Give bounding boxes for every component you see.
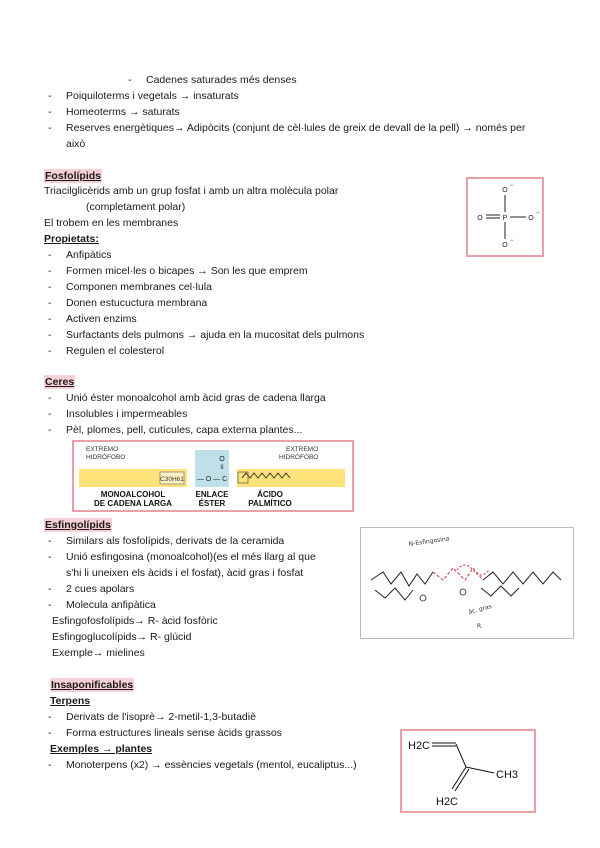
dash-bullet: -	[48, 424, 52, 436]
esfingolipids-item: 2 cues apolars	[66, 583, 135, 595]
hydrophobic-end-left: HIDRÓFOBO	[86, 454, 126, 461]
intro-item: Homeoterms → saturats	[66, 106, 180, 118]
ester-label: ENLACE	[195, 490, 229, 499]
ceres-item: Unió éster monoalcohol amb àcid gras de cadena llarga	[66, 392, 326, 404]
dash-bullet: -	[48, 313, 52, 325]
formula-label: C30H61	[160, 476, 184, 483]
oxygen-left: O	[477, 215, 483, 222]
monoalcohol-label: MONOALCOHOL	[100, 490, 166, 499]
fosfolipids-item: Regulen el colesterol	[66, 345, 165, 357]
cere-ester-diagram	[74, 442, 352, 510]
dash-bullet: -	[48, 345, 52, 357]
esfingolipids-item-continuation: s'hi li uneixen els àcids i el fosfat), àcid gras i fosfat	[66, 567, 304, 579]
isoprene-structure-drawing	[402, 731, 534, 811]
dash-bullet: -	[48, 551, 52, 563]
exemples-heading: Exemples → plantes	[50, 743, 153, 755]
dash-bullet: -	[48, 122, 52, 134]
dash-bullet: -	[48, 281, 52, 293]
dash-bullet: -	[48, 106, 52, 118]
intro-item: Poiquiloterms i vegetals → insaturats	[66, 90, 239, 102]
charge-minus: −	[510, 183, 514, 189]
fosfolipids-item: Anfipàtics	[66, 249, 112, 261]
intro-sub-item: Cadenes saturades més denses	[146, 74, 297, 86]
isoprene-h2c-bottom: H2C	[436, 796, 459, 808]
sketch-note: R	[477, 623, 482, 630]
section-heading-ceres: Ceres	[45, 376, 75, 388]
carbonyl-oxygen: O	[219, 456, 225, 463]
oxygen-right: O	[528, 215, 534, 222]
dash-bullet: -	[48, 265, 52, 277]
fosfolipids-desc: El trobem en les membranes	[44, 217, 179, 229]
isoprene-methyl: CH3	[496, 769, 519, 781]
esfingolipids-item: Similars als fosfolípids, derivats de la ceramida	[66, 535, 285, 547]
fosfolipids-item: Activen enzims	[66, 313, 137, 325]
esfingolipids-extra: Exemple→ mielines	[52, 647, 145, 659]
terpens-item: Forma estructures lineals sense àcids grassos	[66, 727, 282, 739]
carbonyl-bond: II	[220, 465, 224, 471]
hydrophobic-end-right: HIDRÓFOBO	[279, 454, 319, 461]
sphingolipid-sketch-figure	[360, 527, 574, 639]
intro-item-continuation: això	[66, 138, 86, 150]
dash-bullet: -	[48, 727, 52, 739]
hydrophobic-end-left: EXTREMO	[86, 446, 119, 453]
sketch-note: N-Esfingosina	[408, 535, 450, 548]
terpens-item: Derivats de l'isoprè→ 2-metil-1,3-butadiè	[66, 711, 256, 723]
isoprene-structure-figure	[400, 729, 536, 813]
charge-minus: −	[510, 238, 514, 244]
section-heading-esfingolipids: Esfingolípids	[45, 519, 111, 531]
dash-bullet: -	[128, 74, 132, 86]
sphingolipid-sketch	[361, 528, 573, 638]
dash-bullet: -	[48, 711, 52, 723]
isoprene-h2c-top: H2C	[408, 740, 431, 752]
exemples-item: Monoterpens (x2) → essències vegetals (mentol, eucaliptus...)	[66, 759, 357, 771]
section-heading-fosfolipids: Fosfolípids	[45, 170, 101, 182]
esfingolipids-item: Molecula anfipàtica	[66, 599, 156, 611]
intro-item: Reserves energètiques→ Adipòcits (conjunt de cèl·lules de greix de devall de la pell) → només per	[66, 122, 526, 134]
section-heading-insaponificables: Insaponificables	[51, 679, 134, 691]
ester-bond-label: — O — C	[196, 476, 228, 483]
ceres-item: Pèl, plomes, pell, cutícules, capa externa plantes...	[66, 424, 303, 436]
hydrophobic-end-right: EXTREMO	[286, 446, 319, 453]
phosphate-structure-drawing	[468, 179, 542, 255]
dash-bullet: -	[48, 408, 52, 420]
fosfolipids-item: Formen micel·les o bicapes → Son les que emprem	[66, 265, 308, 277]
dash-bullet: -	[48, 297, 52, 309]
fosfolipids-desc: Triacilglicèrids amb un grup fosfat i amb un altra molècula polar	[44, 185, 339, 197]
propietats-heading: Propietats:	[44, 233, 99, 245]
dash-bullet: -	[48, 759, 52, 771]
ceres-item: Insolubles i impermeables	[66, 408, 188, 420]
esfingolipids-extra: Esfingofosfolípids→ R- àcid fosfòric	[52, 615, 218, 627]
dash-bullet: -	[48, 392, 52, 404]
esfingolipids-extra: Esfingoglucolípids→ R- glúcid	[52, 631, 192, 643]
cere-ester-figure	[72, 440, 354, 512]
phosphorus: P	[502, 215, 508, 222]
esfingolipids-item: Unió esfingosina (monoalcohol)(es el més llarg al que	[66, 551, 316, 563]
palmitic-label: ÁCIDO	[257, 490, 283, 499]
fosfolipids-item: Componen membranes cel·lula	[66, 281, 212, 293]
monoalcohol-label: DE CADENA LARGA	[94, 499, 172, 508]
oxygen-bottom: O	[502, 242, 508, 249]
oxygen-top: O	[502, 187, 508, 194]
dash-bullet: -	[48, 90, 52, 102]
ester-label: ÉSTER	[198, 499, 226, 508]
phosphate-structure-figure	[466, 177, 544, 257]
dash-bullet: -	[48, 249, 52, 261]
terpens-heading: Terpens	[50, 695, 91, 707]
sketch-note: àc. gras	[467, 602, 493, 616]
charge-minus: −	[536, 210, 540, 216]
dash-bullet: -	[48, 535, 52, 547]
fosfolipids-item: Surfactants dels pulmons → ajuda en la mucositat dels pulmons	[66, 329, 365, 341]
dash-bullet: -	[48, 329, 52, 341]
fosfolipids-item: Donen estucuctura membrana	[66, 297, 208, 309]
fosfolipids-desc: (completament polar)	[86, 201, 186, 213]
palmitic-label: PALMÍTICO	[248, 499, 292, 508]
dash-bullet: -	[48, 599, 52, 611]
dash-bullet: -	[48, 583, 52, 595]
palmitic-block	[237, 469, 345, 487]
